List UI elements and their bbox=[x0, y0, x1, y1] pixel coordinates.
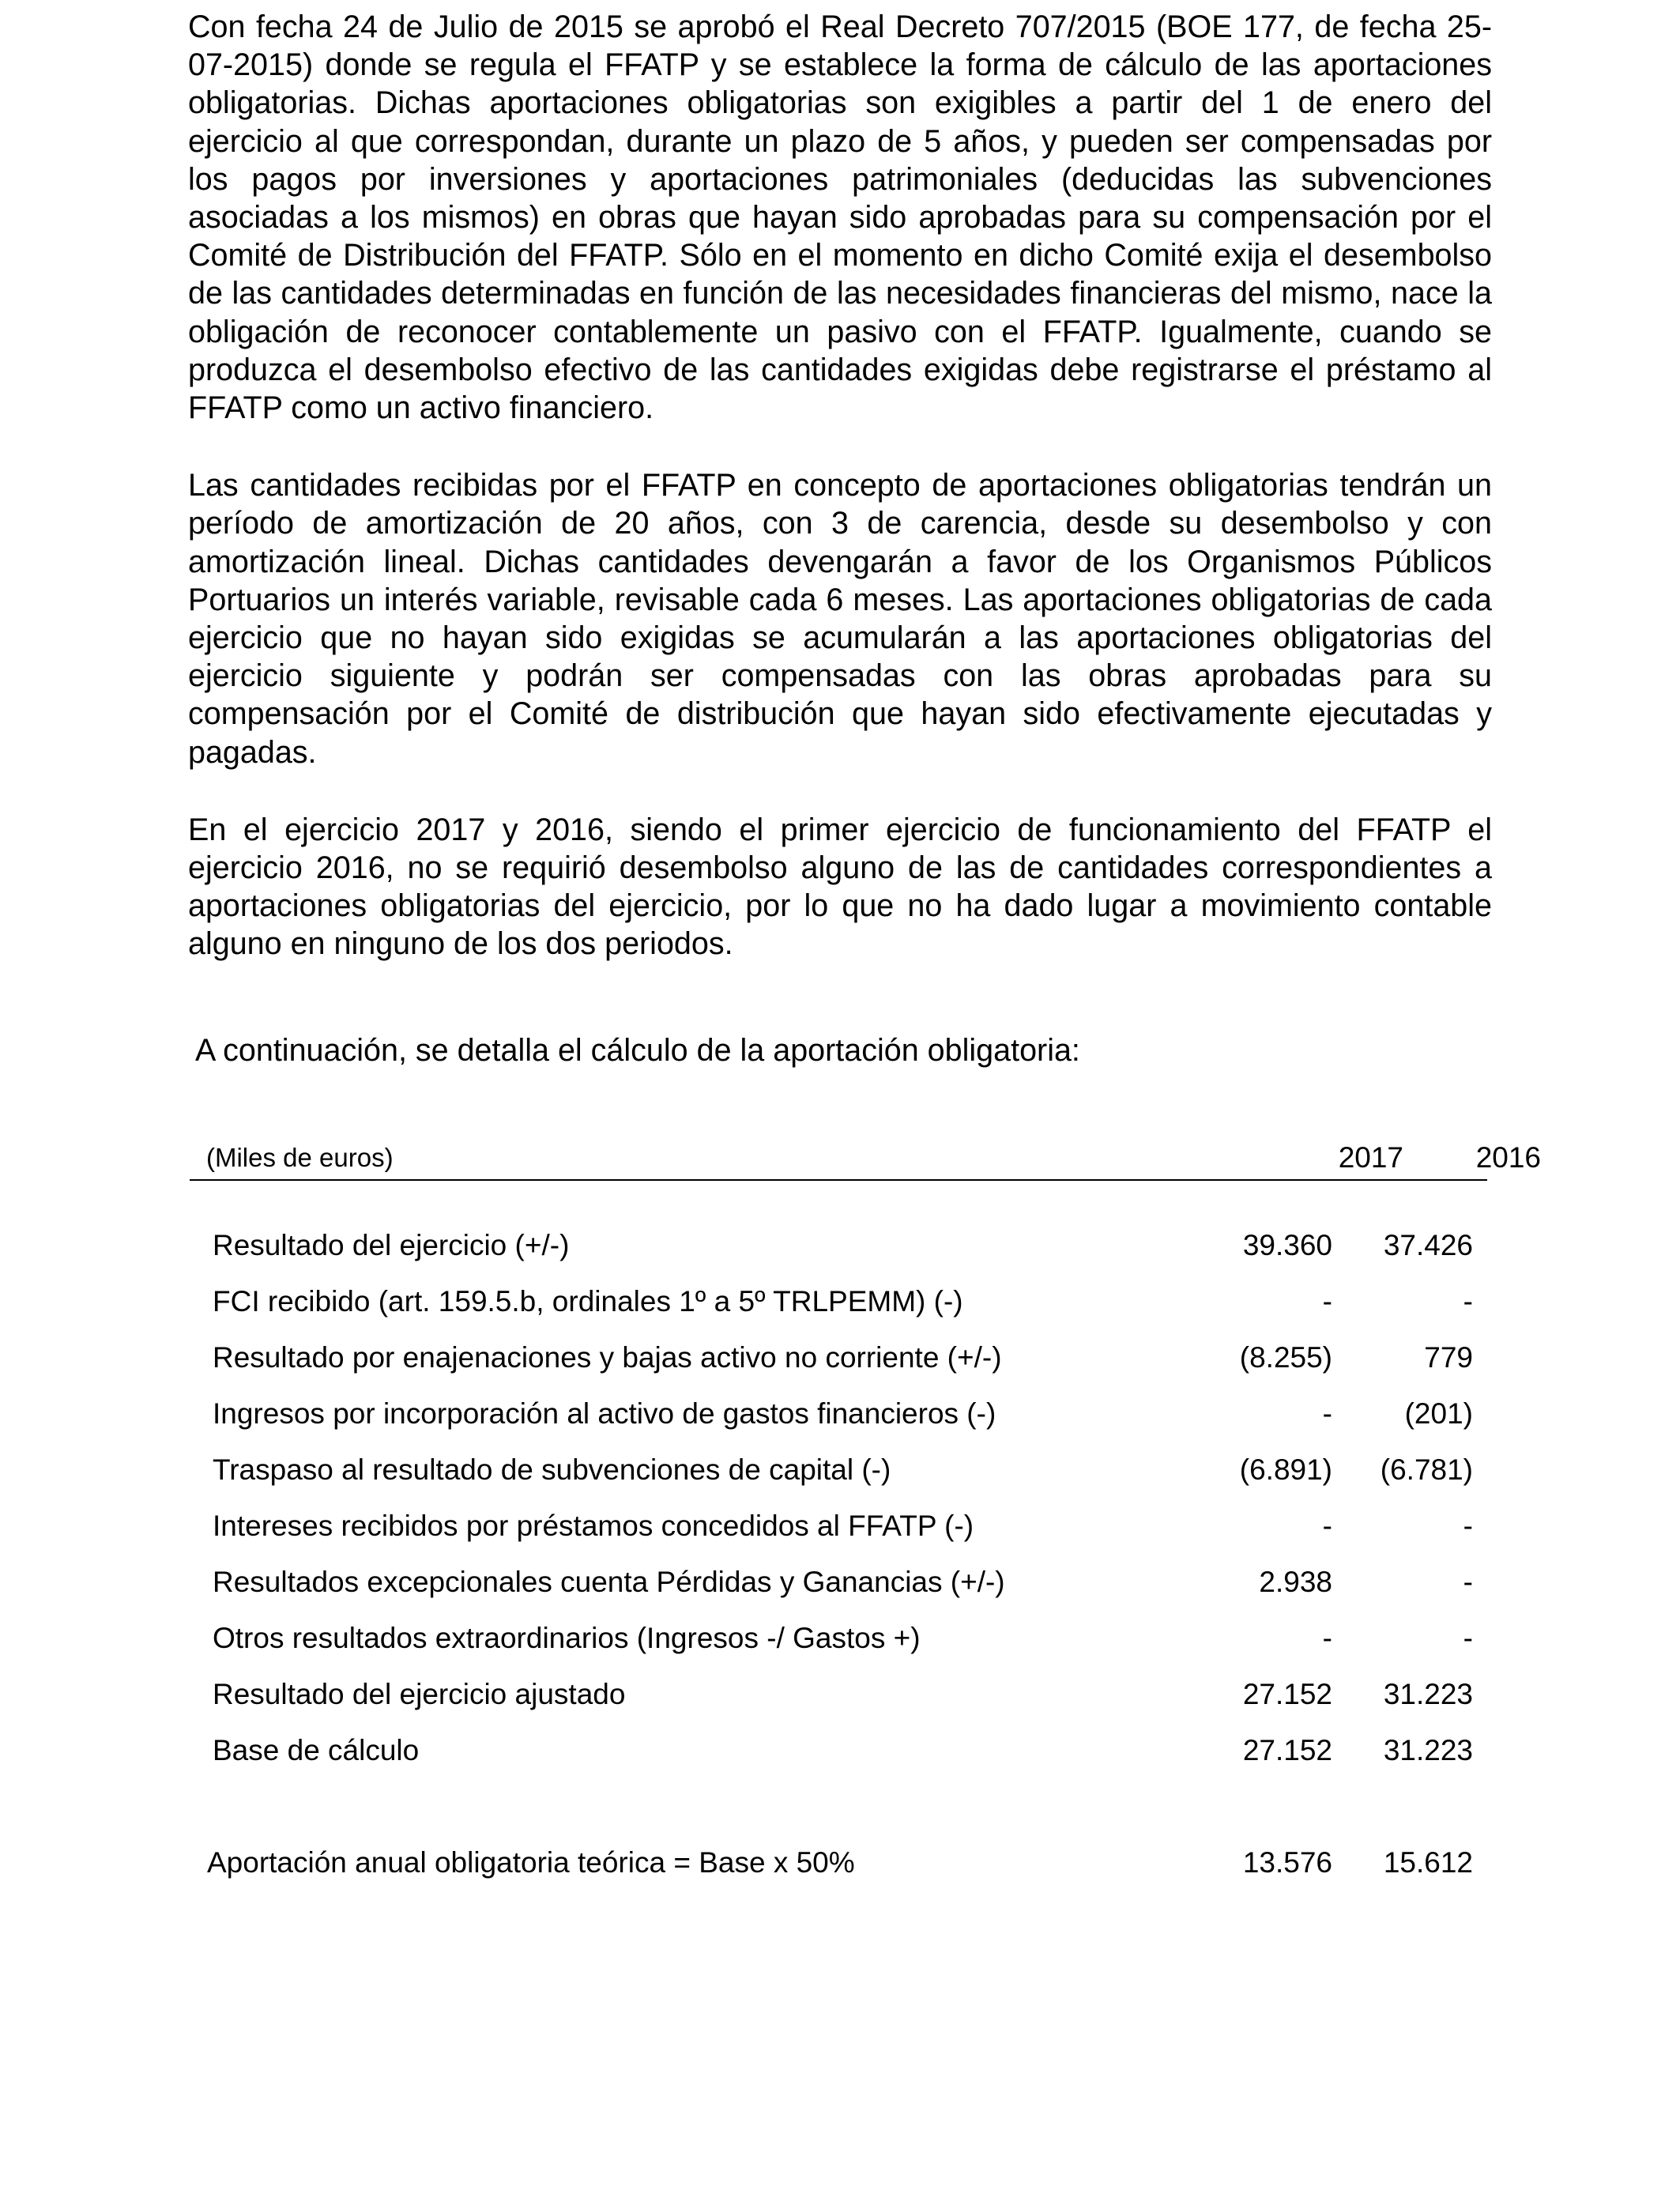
row-label: Resultado del ejercicio ajustado bbox=[213, 1678, 626, 1710]
value-2017: 13.576 bbox=[1242, 1846, 1332, 1879]
table-header bbox=[190, 1138, 1541, 1181]
table-row bbox=[190, 1285, 1487, 1333]
value-2016: 31.223 bbox=[1383, 1678, 1473, 1710]
row-label: Aportación anual obligatoria teórica = Base x 50% bbox=[207, 1846, 855, 1879]
value-2016: 779 bbox=[1424, 1341, 1473, 1374]
value-2016: 37.426 bbox=[1383, 1229, 1473, 1261]
value-2017: 27.152 bbox=[1242, 1678, 1332, 1710]
column-header-2017: 2017 bbox=[1338, 1141, 1403, 1174]
units-label: (Miles de euros) bbox=[206, 1143, 394, 1172]
row-label: Resultados excepcionales cuenta Pérdidas y Ganancias (+/-) bbox=[213, 1566, 1005, 1598]
value-2016: - bbox=[1463, 1510, 1473, 1542]
row-label: Otros resultados extraordinarios (Ingresos -/ Gastos +) bbox=[213, 1622, 921, 1654]
value-2016: (6.781) bbox=[1380, 1453, 1473, 1486]
row-label: Resultado por enajenaciones y bajas activo no corriente (+/-) bbox=[213, 1341, 1002, 1374]
calculation-table bbox=[190, 1138, 1541, 1879]
paragraph-1: Con fecha 24 de Julio de 2015 se aprobó el Real Decreto 707/2015 (BOE 177, de fecha 25-07-2015) donde se regula el FFATP y se establece la forma de cálculo de las aportaciones obligatorias. Dichas aportaciones obligatorias son exigibles a partir del 1 de enero del ejercicio al que correspondan, durante un plazo de 5 años, y pueden ser compensadas por los pagos por inversiones y aportaciones patrimoniales (deducidas las subvenciones asociadas a los mismos) en obras que hayan sido aprobadas para su compensación por el Comité de Distribución del FFATP. Sólo en el momento en dicho Comité exija el desembolso de las cantidades determinadas en función de las necesidades financieras del mismo, nace la obligación de reconocer contablemente un pasivo con el FFATP. Igualmente, cuando se produzca el desembolso efectivo de las cantidades exigidas debe registrarse el préstamo al FFATP como un activo financiero. bbox=[188, 9, 1492, 426]
value-2017: 39.360 bbox=[1242, 1229, 1332, 1261]
table-row bbox=[190, 1734, 1487, 1781]
table-row bbox=[190, 1622, 1487, 1669]
table-row-total bbox=[190, 1846, 1487, 1894]
value-2016: - bbox=[1463, 1566, 1473, 1598]
value-2016: - bbox=[1463, 1285, 1473, 1318]
row-label: Traspaso al resultado de subvenciones de capital (-) bbox=[213, 1453, 891, 1486]
value-2017: (8.255) bbox=[1239, 1341, 1332, 1374]
table-row bbox=[190, 1453, 1487, 1501]
document-body bbox=[188, 8, 1492, 963]
table-row bbox=[190, 1341, 1487, 1389]
row-label: Intereses recibidos por préstamos concedidos al FFATP (-) bbox=[213, 1510, 974, 1542]
value-2017: - bbox=[1322, 1397, 1332, 1430]
value-2016: 31.223 bbox=[1383, 1734, 1473, 1766]
row-label: FCI recibido (art. 159.5.b, ordinales 1º a 5º TRLPEMM) (-) bbox=[213, 1285, 963, 1318]
value-2017: (6.891) bbox=[1239, 1453, 1332, 1486]
table-row bbox=[190, 1510, 1487, 1557]
paragraph-2: Las cantidades recibidas por el FFATP en concepto de aportaciones obligatorias tendrán un período de amortización de 20 años, con 3 de carencia, desde su desembolso y con amortización lineal. Dichas cantidades devengarán a favor de los Organismos Públicos Portuarios un interés variable, revisable cada 6 meses. Las aportaciones obligatorias de cada ejercicio que no hayan sido exigidas se acumularán a las aportaciones obligatorias del ejercicio siguiente y podrán ser compensadas con las obras aprobadas para su compensación por el Comité de distribución que hayan sido efectivamente ejecutadas y pagadas. bbox=[188, 468, 1492, 770]
value-2017: 27.152 bbox=[1242, 1734, 1332, 1766]
value-2017: 2.938 bbox=[1259, 1566, 1332, 1598]
row-label: Resultado del ejercicio (+/-) bbox=[213, 1229, 570, 1261]
value-2016: - bbox=[1463, 1622, 1473, 1654]
table-row bbox=[190, 1566, 1487, 1613]
value-2017: - bbox=[1322, 1510, 1332, 1542]
table-intro: A continuación, se detalla el cálculo de la aportación obligatoria: bbox=[195, 1033, 1080, 1068]
paragraph-3: En el ejercicio 2017 y 2016, siendo el primer ejercicio de funcionamiento del FFATP el ejercicio 2016, no se requirió desembolso alguno de las de cantidades correspondientes a aportaciones obligatorias del ejercicio, por lo que no ha dado lugar a movimiento contable alguno en ninguno de los dos periodos. bbox=[188, 812, 1492, 962]
row-label: Ingresos por incorporación al activo de gastos financieros (-) bbox=[213, 1397, 996, 1430]
table-row bbox=[190, 1397, 1487, 1445]
value-2017: - bbox=[1322, 1622, 1332, 1654]
table-row bbox=[190, 1229, 1487, 1276]
column-header-2016: 2016 bbox=[1475, 1141, 1541, 1174]
value-2016: (201) bbox=[1404, 1397, 1473, 1430]
value-2017: - bbox=[1322, 1285, 1332, 1318]
table-row bbox=[190, 1678, 1487, 1725]
row-label: Base de cálculo bbox=[213, 1734, 420, 1766]
value-2016: 15.612 bbox=[1383, 1846, 1473, 1879]
